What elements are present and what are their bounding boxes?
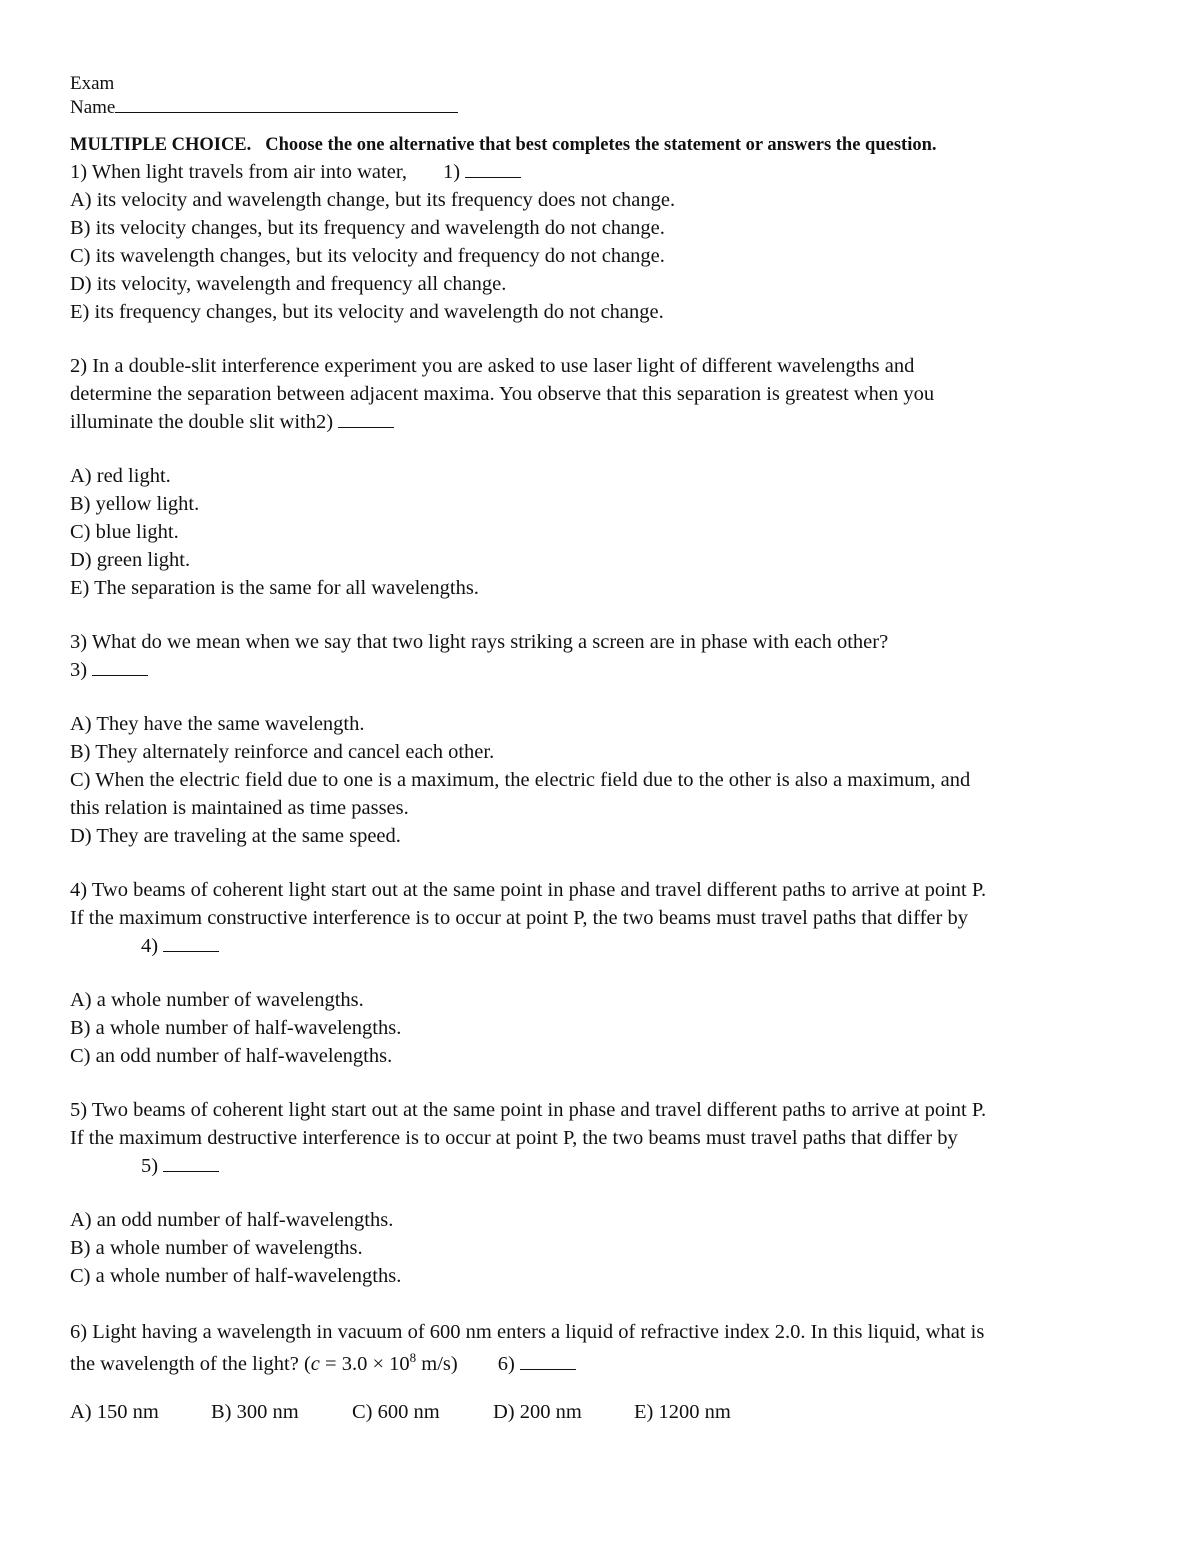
question-1-text: 1) When light travels from air into water, xyxy=(70,161,407,183)
question-6-line-1: 6) Light having a wavelength in vacuum of 600 nm enters a liquid of refractive index 2.0. In this liquid, what is xyxy=(70,1321,985,1343)
section-title: MULTIPLE CHOICE. xyxy=(70,135,252,155)
choice-5c: C) a whole number of half-wavelengths. xyxy=(70,1265,402,1287)
choice-3d: D) They are traveling at the same speed. xyxy=(70,825,401,847)
answer-number-4: 4) xyxy=(141,935,159,957)
name-blank[interactable] xyxy=(115,95,458,113)
choice-1c: C) its wavelength changes, but its velocity and frequency do not change. xyxy=(70,245,665,267)
choice-2b: B) yellow light. xyxy=(70,493,200,515)
answer-number-1: 1) xyxy=(442,161,461,183)
choice-5b: B) a whole number of wavelengths. xyxy=(70,1237,363,1259)
question-3-stem: 3) What do we mean when we say that two light rays striking a screen are in phase with each other? xyxy=(70,631,889,653)
question-2-line-1: 2) In a double-slit interference experiment you are asked to use laser light of different wavelengths and xyxy=(70,355,915,377)
question-4-answer-row xyxy=(70,932,1150,960)
question-6-text-pre: the wavelength of the light? ( xyxy=(70,1353,311,1375)
section-instruction: Choose the one alternative that best completes the statement or answers the question. xyxy=(265,135,937,155)
question-6-line-2 xyxy=(70,1348,1150,1380)
choice-1a: A) its velocity and wavelength change, but its frequency does not change. xyxy=(70,189,676,211)
choice-2d: D) green light. xyxy=(70,549,191,571)
answer-number-3: 3) xyxy=(70,659,88,681)
name-label: Name xyxy=(70,97,116,118)
choice-4b: B) a whole number of half-wavelengths. xyxy=(70,1017,402,1039)
choice-1d: D) its velocity, wavelength and frequency all change. xyxy=(70,273,507,295)
choice-1b: B) its velocity changes, but its frequency and wavelength do not change. xyxy=(70,217,665,239)
answer-blank-2[interactable] xyxy=(338,412,394,428)
choice-6c: C) 600 nm xyxy=(352,1401,440,1423)
section-heading xyxy=(70,132,1150,158)
answer-blank-6[interactable] xyxy=(520,1354,576,1370)
speed-of-light-symbol: c xyxy=(310,1353,320,1375)
choice-3a: A) They have the same wavelength. xyxy=(70,713,365,735)
question-5-line-1: 5) Two beams of coherent light start out at the same point in phase and travel different paths to arrive at point P. xyxy=(70,1099,987,1121)
question-6-equation: = 3.0 × 10 xyxy=(319,1353,410,1375)
choice-6a: A) 150 nm xyxy=(70,1401,159,1423)
question-5-answer-row xyxy=(70,1152,1150,1180)
exponent: 8 xyxy=(409,1350,417,1366)
choice-3b: B) They alternately reinforce and cancel each other. xyxy=(70,741,495,763)
choice-1e: E) its frequency changes, but its velocity and wavelength do not change. xyxy=(70,301,664,323)
answer-number-5: 5) xyxy=(141,1155,159,1177)
question-1-stem xyxy=(70,158,1150,186)
choice-6e: E) 1200 nm xyxy=(634,1401,731,1423)
question-2-line-3 xyxy=(70,408,1150,436)
answer-number-2: 2) xyxy=(315,411,334,433)
choice-6b: B) 300 nm xyxy=(211,1401,299,1423)
question-5-line-2: If the maximum destructive interference is to occur at point P, the two beams must travel paths that differ by xyxy=(70,1127,958,1149)
choice-4c: C) an odd number of half-wavelengths. xyxy=(70,1045,393,1067)
choice-3c: C) When the electric field due to one is a maximum, the electric field due to the other is also a maximum, and xyxy=(70,769,971,791)
answer-blank-4[interactable] xyxy=(163,936,219,952)
choice-3c-continued: this relation is maintained as time passes. xyxy=(70,797,409,819)
choice-2a: A) red light. xyxy=(70,465,171,487)
question-3-answer-row xyxy=(70,656,1150,684)
question-6-units: m/s) xyxy=(416,1353,458,1375)
question-4-line-1: 4) Two beams of coherent light start out at the same point in phase and travel different paths to arrive at point P. xyxy=(70,879,987,901)
choice-5a: A) an odd number of half-wavelengths. xyxy=(70,1209,394,1231)
answer-number-6: 6) xyxy=(497,1353,515,1375)
question-2-text: illuminate the double slit with xyxy=(70,411,316,433)
choice-2c: C) blue light. xyxy=(70,521,179,543)
answer-blank-5[interactable] xyxy=(163,1156,219,1172)
answer-blank-1[interactable] xyxy=(465,162,521,178)
question-6-choices xyxy=(70,1398,1150,1426)
choice-4a: A) a whole number of wavelengths. xyxy=(70,989,364,1011)
answer-blank-3[interactable] xyxy=(92,660,148,676)
name-row xyxy=(70,95,1150,119)
exam-page xyxy=(70,72,1150,1426)
choice-2e: E) The separation is the same for all wavelengths. xyxy=(70,577,479,599)
question-4-line-2: If the maximum constructive interference is to occur at point P, the two beams must travel paths that differ by xyxy=(70,907,968,929)
question-2-line-2: determine the separation between adjacent maxima. You observe that this separation is greatest when you xyxy=(70,383,935,405)
exam-label: Exam xyxy=(70,73,115,94)
choice-6d: D) 200 nm xyxy=(493,1401,582,1423)
